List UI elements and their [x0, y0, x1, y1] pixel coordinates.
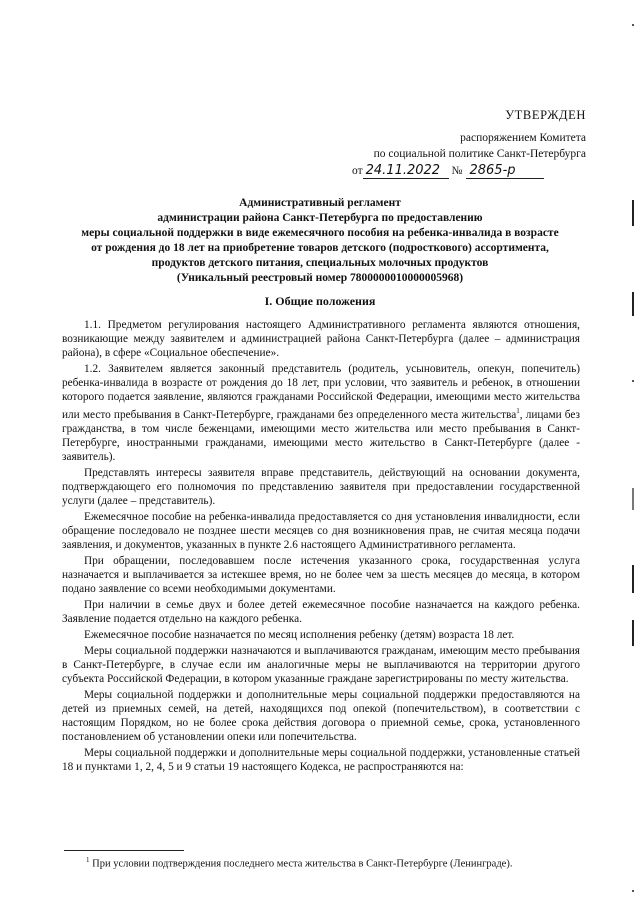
handwritten-date: 24.11.2022: [363, 163, 449, 179]
approval-line-1: распоряжением Комитета: [460, 132, 586, 144]
paragraph-residence: Меры социальной поддержки назначаются и выплачиваются гражданам, имеющим место пребывания в Санкт-Петербурге, в случае если им аналогичные меры не выплачиваются на территории другого субъекта Российской Федерации, в котором указанные граждане зарегистрированы по месту жительства.: [62, 644, 580, 685]
paragraph-several-children: При наличии в семье двух и более детей ежемесячное пособие назначается на каждого ребенка. Заявление подается отдельно на каждого ребенка.: [62, 598, 580, 625]
footnote-text: При условии подтверждения последнего места жительства в Санкт-Петербурге (Ленинграде).: [92, 858, 513, 870]
paragraph-1-2: [62, 362, 580, 464]
paragraph-1-1: 1.1. Предметом регулирования настоящего Административного регламента являются отношения, возникающие между заявителем и администрацией района Санкт-Петербурга (далее – администрация района), в сфере «Социальное обеспечение».: [62, 319, 580, 359]
scan-dot: [632, 24, 634, 26]
regulation-title: [60, 196, 580, 286]
scan-mark: [632, 292, 634, 316]
approval-line-2: по социальной политике Санкт-Петербурга: [373, 148, 586, 160]
paragraph-foster: Меры социальной поддержки и дополнительные меры социальной поддержки предоставляются на детей из приемных семей, на детей, находящихся под опекой (попечительством), в соответствии с настоящим Порядком, но не более срока действия договора о приемной семье, срока, установленного постановлением об установлении опеки или попечительства.: [62, 688, 580, 743]
approval-block: [0, 0, 640, 200]
title-line-1: Административный регламент: [239, 197, 401, 209]
title-line-5: продуктов детского питания, специальных молочных продуктов: [151, 257, 489, 269]
paragraph-age-limit: Ежемесячное пособие назначается по месяц исполнения ребенку (детям) возраста 18 лет.: [84, 628, 515, 641]
scan-mark: [632, 200, 634, 226]
number-sign: №: [451, 165, 463, 177]
scan-dot: [632, 380, 634, 382]
from-prefix: от: [352, 165, 363, 177]
title-line-2: администрации района Санкт-Петербурга по предоставлению: [157, 212, 483, 224]
paragraph-late-application: При обращении, последовавшем после истечения указанного срока, государственная услуга назначается и выплачивается за истекшее время, но не более чем за шесть месяцев до месяца, в котором подано заявление со всеми необходимыми документами.: [62, 554, 580, 595]
title-line-3: меры социальной поддержки в виде ежемесячного пособия на ребенка-инвалида в возрасте: [81, 227, 559, 239]
title-line-6: (Уникальный реестровый номер 7800000010000005968): [176, 272, 464, 284]
approval-heading: УТВЕРЖДЕН: [505, 108, 586, 122]
scan-mark: [632, 565, 634, 593]
footnote: [86, 856, 512, 870]
footnote-ref: 1: [516, 407, 520, 415]
handwritten-number: 2865-р: [466, 163, 544, 179]
footnote-divider: [64, 850, 184, 851]
scan-mark: [632, 620, 634, 646]
scan-mark: [632, 488, 634, 510]
paragraph-1-2-part-a: 1.2. Заявителем является законный представитель (родитель, усыновитель, опекун, попечитель) ребенка-инвалида в возрасте от рождения до 18 лет, при условии, что заявитель и ребенок, в отношении которого подается заявление, являются гражданами Российской Федерации, имеющими место жительства или место пребывания в Санкт-Петербурге, гражданами без определенного места жительства: [62, 363, 580, 421]
document-body: [62, 318, 580, 776]
scan-dot: [632, 890, 634, 892]
paragraph-representative: Представлять интересы заявителя вправе представитель, действующий на основании документа, подтверждающего его полномочия по представлению заявителя при предоставлении государственной услуги (далее – представитель).: [62, 466, 580, 507]
title-line-4: от рождения до 18 лет на приобретение товаров детского (подросткового) ассортимента,: [91, 242, 549, 254]
footnote-mark: 1: [86, 856, 90, 864]
section-title: I. Общие положения: [264, 294, 376, 308]
paragraph-monthly-allowance: Ежемесячное пособие на ребенка-инвалида предоставляется со дня установления инвалидности, если обращение последовало не позднее шести месяцев со дня возникновения прав, не считая месяца подачи заявления, и документов, указанных в пункте 2.6 настоящего Административного регламента.: [62, 510, 580, 551]
paragraph-1-2-part-b: , лицами без гражданства, в том числе беженцами, имеющими место жительства или место пребывания в Санкт-Петербурге, иностранными гражданами, имеющими место жительство в Санкт-Петербурге (далее - заявитель).: [62, 408, 581, 463]
approval-date-number-line: [352, 163, 544, 179]
paragraph-exclusions: Меры социальной поддержки и дополнительные меры социальной поддержки, установленные статьей 18 и пунктами 1, 2, 4, 5 и 9 статьи 19 настоящего Кодекса, не распространяются на:: [62, 746, 580, 773]
